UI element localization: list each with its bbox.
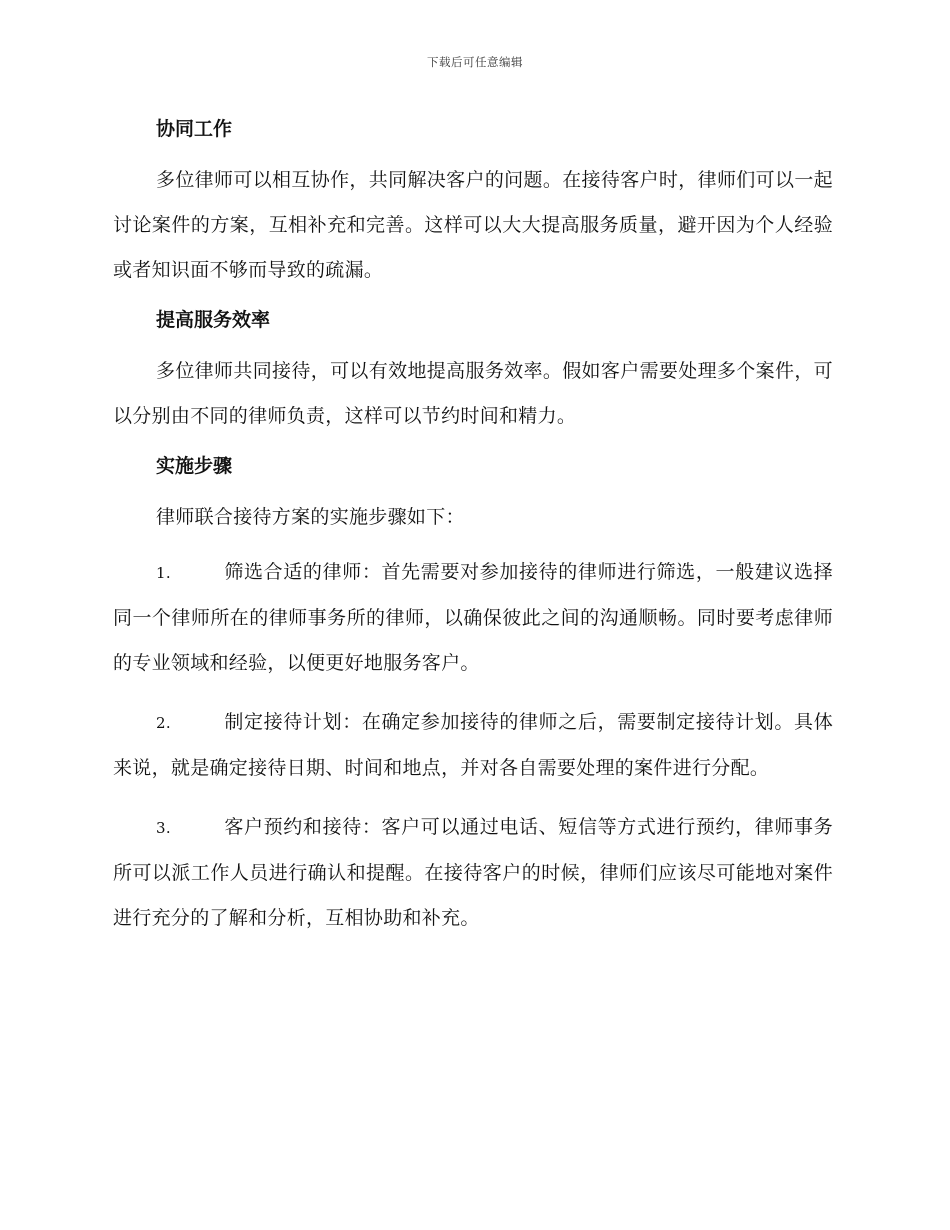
section-heading-steps: 实施步骤	[156, 455, 233, 477]
section-paragraph-collaboration: 多位律师可以相互协作，共同解决客户的问题。在接待客户时，律师们可以一起讨论案件的方案，互相补充和完善。这样可以大大提高服务质量，避开因为个人经验或者知识面不够而导致的疏漏。	[113, 169, 833, 281]
step-text: 制定接待计划：在确定参加接待的律师之后，需要制定接待计划。具体来说，就是确定接待日期、时间和地点，并对各自需要处理的案件进行分配。	[113, 711, 833, 779]
header-note: 下载后可任意编辑	[427, 55, 523, 69]
section-heading-collaboration: 协同工作	[156, 118, 233, 140]
step-item-3	[113, 805, 833, 941]
step-number: 1.	[156, 564, 171, 582]
step-text: 筛选合适的律师：首先需要对参加接待的律师进行筛选，一般建议选择同一个律师所在的律师事务所的律师，以确保彼此之间的沟通顺畅。同时要考虑律师的专业领域和经验，以便更好地服务客户。	[113, 561, 833, 674]
section-paragraph-steps-intro: 律师联合接待方案的实施步骤如下：	[156, 506, 465, 528]
section-heading-efficiency: 提高服务效率	[156, 309, 271, 331]
section-paragraph-efficiency: 多位律师共同接待，可以有效地提高服务效率。假如客户需要处理多个案件，可以分别由不同的律师负责，这样可以节约时间和精力。	[113, 360, 833, 427]
step-item-2	[113, 700, 833, 791]
step-number: 3.	[156, 819, 171, 837]
step-number: 2.	[156, 714, 171, 732]
step-text: 客户预约和接待：客户可以通过电话、短信等方式进行预约，律师事务所可以派工作人员进行确认和提醒。在接待客户的时候，律师们应该尽可能地对案件进行充分的了解和分析，互相协助和补充。	[113, 816, 833, 929]
document-body	[113, 112, 833, 955]
step-item-1	[113, 550, 833, 686]
